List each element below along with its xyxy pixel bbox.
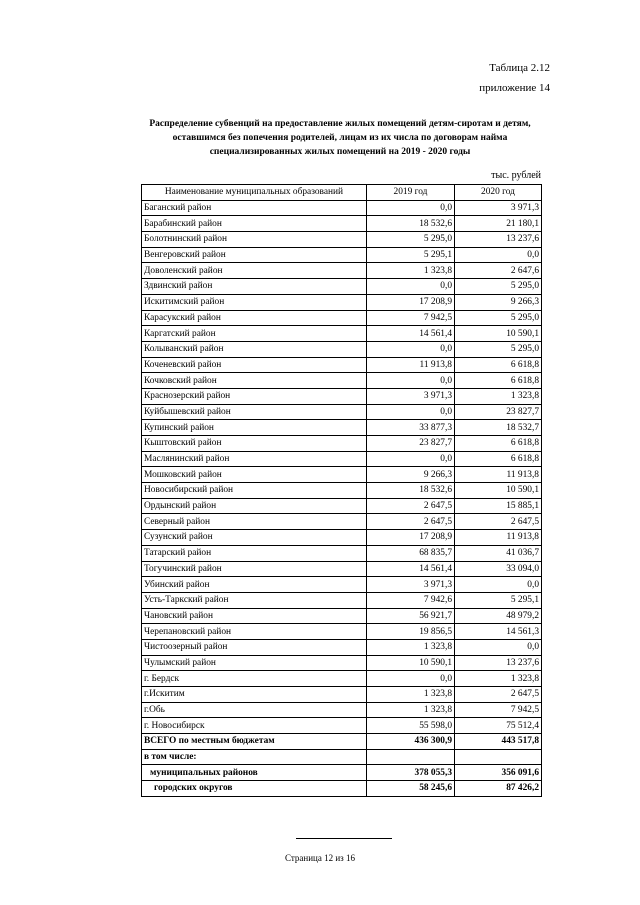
- row-2020-cell: 41 036,7: [455, 545, 542, 561]
- row-2020-cell: 11 913,8: [455, 530, 542, 546]
- document-title: Распределение субвенций на предоставление жилых помещений детям-сиротам и детям, оставшимся без попечения родителей, лицам из их числа по договорам найма специализированных жилых помещений на 2019 - 2020 годы: [149, 119, 531, 157]
- table-row: [142, 561, 542, 577]
- row-2020-cell: 2 647,6: [455, 263, 542, 279]
- table-row: [142, 404, 542, 420]
- table-row: [142, 592, 542, 608]
- city-districts-2019: 58 245,6: [367, 781, 455, 797]
- table-row: [142, 608, 542, 624]
- row-name-cell: Здвинский район: [142, 279, 367, 295]
- total-2020: 443 517,8: [455, 734, 542, 750]
- row-2020-cell: 1 323,8: [455, 388, 542, 404]
- row-name-cell: Новосибирский район: [142, 483, 367, 499]
- row-2019-cell: 17 208,9: [367, 294, 455, 310]
- row-2019-cell: 1 323,8: [367, 702, 455, 718]
- row-name-cell: Мошковский район: [142, 467, 367, 483]
- row-name-cell: Чановский район: [142, 608, 367, 624]
- row-2019-cell: 1 323,8: [367, 687, 455, 703]
- row-2020-cell: 6 618,8: [455, 451, 542, 467]
- table-row: [142, 498, 542, 514]
- table-row: [142, 451, 542, 467]
- row-2019-cell: 0,0: [367, 200, 455, 216]
- table-row: [142, 639, 542, 655]
- row-2019-cell: 0,0: [367, 451, 455, 467]
- subsidy-table: [141, 184, 542, 797]
- row-2020-cell: 33 094,0: [455, 561, 542, 577]
- row-2020-cell: 14 561,3: [455, 624, 542, 640]
- row-2020-cell: 2 647,5: [455, 514, 542, 530]
- row-2020-cell: 10 590,1: [455, 483, 542, 499]
- row-name-cell: Убинский район: [142, 577, 367, 593]
- row-name-cell: Тогучинский район: [142, 561, 367, 577]
- including-label: в том числе:: [142, 749, 367, 765]
- row-name-cell: Северный район: [142, 514, 367, 530]
- row-2019-cell: 19 856,5: [367, 624, 455, 640]
- table-row: [142, 294, 542, 310]
- row-2019-cell: 3 971,3: [367, 388, 455, 404]
- table-row: [142, 671, 542, 687]
- footer-divider: [296, 838, 392, 839]
- municipal-districts-label: муниципальных районов: [142, 765, 367, 781]
- row-2019-cell: 18 532,6: [367, 216, 455, 232]
- row-2019-cell: 33 877,3: [367, 420, 455, 436]
- row-2019-cell: 14 561,4: [367, 326, 455, 342]
- row-2019-cell: 0,0: [367, 404, 455, 420]
- row-2019-cell: 56 921,7: [367, 608, 455, 624]
- row-2020-cell: 0,0: [455, 247, 542, 263]
- municipal-districts-2020: 356 091,6: [455, 765, 542, 781]
- row-2020-cell: 15 885,1: [455, 498, 542, 514]
- table-row: [142, 702, 542, 718]
- row-2020-cell: 5 295,0: [455, 279, 542, 295]
- row-name-cell: Доволенский район: [142, 263, 367, 279]
- table-row: [142, 200, 542, 216]
- table-row: [142, 357, 542, 373]
- row-name-cell: Кочковский район: [142, 373, 367, 389]
- unit-label: тыс. рублей: [491, 170, 541, 181]
- table-row: [142, 687, 542, 703]
- row-name-cell: Чулымский район: [142, 655, 367, 671]
- row-2019-cell: 17 208,9: [367, 530, 455, 546]
- row-2019-cell: 1 323,8: [367, 263, 455, 279]
- row-2019-cell: 11 913,8: [367, 357, 455, 373]
- municipal-districts-2019: 378 055,3: [367, 765, 455, 781]
- row-name-cell: Краснозерский район: [142, 388, 367, 404]
- table-row: [142, 232, 542, 248]
- table-row: [142, 326, 542, 342]
- row-2020-cell: 23 827,7: [455, 404, 542, 420]
- row-2020-cell: 0,0: [455, 639, 542, 655]
- row-2020-cell: 6 618,8: [455, 357, 542, 373]
- page-number: Страница 12 из 16: [285, 853, 355, 863]
- table-row: [142, 310, 542, 326]
- row-2019-cell: 55 598,0: [367, 718, 455, 734]
- row-name-cell: Колыванский район: [142, 341, 367, 357]
- row-2020-cell: 13 237,6: [455, 232, 542, 248]
- row-name-cell: Маслянинский район: [142, 451, 367, 467]
- column-header-2019: 2019 год: [367, 185, 455, 201]
- row-name-cell: Купинский район: [142, 420, 367, 436]
- row-2019-cell: 9 266,3: [367, 467, 455, 483]
- municipal-districts-row: [142, 765, 542, 781]
- table-row: [142, 624, 542, 640]
- row-2020-cell: 2 647,5: [455, 687, 542, 703]
- row-name-cell: Баганский район: [142, 200, 367, 216]
- including-row: [142, 749, 542, 765]
- row-2019-cell: 7 942,5: [367, 310, 455, 326]
- row-name-cell: Куйбышевский район: [142, 404, 367, 420]
- row-2019-cell: 2 647,5: [367, 514, 455, 530]
- row-name-cell: Усть-Таркский район: [142, 592, 367, 608]
- table-number-label: Таблица 2.12: [489, 62, 550, 74]
- row-2019-cell: 5 295,1: [367, 247, 455, 263]
- table-row: [142, 655, 542, 671]
- row-2019-cell: 0,0: [367, 373, 455, 389]
- row-name-cell: Искитимский район: [142, 294, 367, 310]
- row-2020-cell: 10 590,1: [455, 326, 542, 342]
- row-2020-cell: 6 618,8: [455, 373, 542, 389]
- table-row: [142, 420, 542, 436]
- row-2020-cell: 11 913,8: [455, 467, 542, 483]
- row-2019-cell: 2 647,5: [367, 498, 455, 514]
- row-name-cell: Венгеровский район: [142, 247, 367, 263]
- row-name-cell: Татарский район: [142, 545, 367, 561]
- column-header-2020: 2020 год: [455, 185, 542, 201]
- row-2020-cell: 5 295,0: [455, 310, 542, 326]
- row-name-cell: Коченевский район: [142, 357, 367, 373]
- row-2020-cell: 5 295,0: [455, 341, 542, 357]
- row-2019-cell: 23 827,7: [367, 436, 455, 452]
- table-summary: [142, 734, 542, 797]
- city-districts-row: [142, 781, 542, 797]
- row-2020-cell: 1 323,8: [455, 671, 542, 687]
- table-row: [142, 263, 542, 279]
- total-row: [142, 734, 542, 750]
- table-row: [142, 373, 542, 389]
- row-2020-cell: 6 618,8: [455, 436, 542, 452]
- row-name-cell: Болотнинский район: [142, 232, 367, 248]
- row-2019-cell: 18 532,6: [367, 483, 455, 499]
- table-row: [142, 388, 542, 404]
- table-row: [142, 341, 542, 357]
- table-row: [142, 436, 542, 452]
- including-2019: [367, 749, 455, 765]
- row-name-cell: г. Новосибирск: [142, 718, 367, 734]
- table-row: [142, 279, 542, 295]
- row-2020-cell: 5 295,1: [455, 592, 542, 608]
- total-2019: 436 300,9: [367, 734, 455, 750]
- table-row: [142, 514, 542, 530]
- row-2019-cell: 0,0: [367, 341, 455, 357]
- row-name-cell: г.Обь: [142, 702, 367, 718]
- row-2020-cell: 48 979,2: [455, 608, 542, 624]
- row-2020-cell: 9 266,3: [455, 294, 542, 310]
- row-2019-cell: 1 323,8: [367, 639, 455, 655]
- row-2019-cell: 7 942,6: [367, 592, 455, 608]
- row-name-cell: Сузунский район: [142, 530, 367, 546]
- row-2020-cell: 18 532,7: [455, 420, 542, 436]
- appendix-label: приложение 14: [479, 82, 550, 94]
- table-row: [142, 247, 542, 263]
- table-row: [142, 483, 542, 499]
- row-2020-cell: 0,0: [455, 577, 542, 593]
- row-2019-cell: 0,0: [367, 279, 455, 295]
- row-name-cell: Барабинский район: [142, 216, 367, 232]
- row-name-cell: г. Бердск: [142, 671, 367, 687]
- table-row: [142, 545, 542, 561]
- table-header-row: [142, 185, 542, 201]
- including-2020: [455, 749, 542, 765]
- row-2020-cell: 21 180,1: [455, 216, 542, 232]
- row-2019-cell: 68 835,7: [367, 545, 455, 561]
- table-row: [142, 718, 542, 734]
- row-name-cell: г.Искитим: [142, 687, 367, 703]
- row-name-cell: Карасукский район: [142, 310, 367, 326]
- row-2019-cell: 5 295,0: [367, 232, 455, 248]
- city-districts-2020: 87 426,2: [455, 781, 542, 797]
- city-districts-label: городских округов: [142, 781, 367, 797]
- row-name-cell: Ордынский район: [142, 498, 367, 514]
- table-row: [142, 467, 542, 483]
- total-label: ВСЕГО по местным бюджетам: [142, 734, 367, 750]
- row-2019-cell: 10 590,1: [367, 655, 455, 671]
- row-name-cell: Кыштовский район: [142, 436, 367, 452]
- row-name-cell: Черепановский район: [142, 624, 367, 640]
- row-2019-cell: 14 561,4: [367, 561, 455, 577]
- table-body: [142, 200, 542, 733]
- table-row: [142, 216, 542, 232]
- row-2020-cell: 13 237,6: [455, 655, 542, 671]
- table-row: [142, 577, 542, 593]
- row-2020-cell: 7 942,5: [455, 702, 542, 718]
- row-2019-cell: 3 971,3: [367, 577, 455, 593]
- row-2019-cell: 0,0: [367, 671, 455, 687]
- table-row: [142, 530, 542, 546]
- row-2020-cell: 3 971,3: [455, 200, 542, 216]
- row-name-cell: Чистоозерный район: [142, 639, 367, 655]
- row-name-cell: Каргатский район: [142, 326, 367, 342]
- row-2020-cell: 75 512,4: [455, 718, 542, 734]
- column-header-name: Наименование муниципальных образований: [142, 185, 367, 201]
